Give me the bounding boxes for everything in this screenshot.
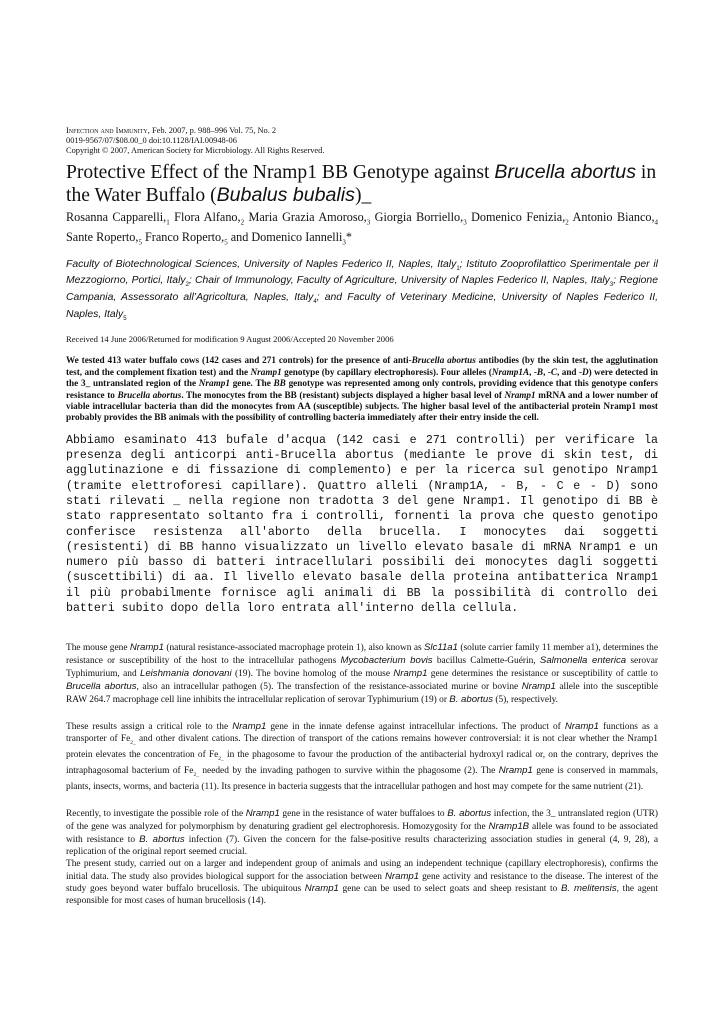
received-dates: Received 14 June 2006/Returned for modification 9 August 2006/Accepted 20 November 2006 (66, 334, 394, 345)
abstract: We tested 413 water buffalo cows (142 cases and 271 controls) for the presence of anti-Brucella abortus antibodies (by the skin test, the agglutination test, and the complement fixation test) and the Nramp1 genotype (by capillary electrophoresis). Four alleles (Nramp1A, -B, -C, and -D) were detected in the 3_ untranslated region of the Nramp1 gene. The BB genotype was represented among only controls, providing evidence that this genotype confers resistance to Brucella abortus. The monocytes from the BB (resistant) subjects displayed a higher basal level of Nramp1 mRNA and a lower number of viable intracellular bacteria than did the monocytes from AA (susceptible) subjects. The higher basal level of the antibacterial protein Nramp1 most probably provides the BB animals with the possibility of controlling bacteria immediately after their entry inside the cell. (66, 355, 659, 423)
article-body (66, 642, 658, 908)
citation-line: Infection and Immunity, Feb. 2007, p. 988–996 Vol. 75, No. 2 (66, 126, 277, 135)
doi-line: 0019-9567/07/$08.00_0 doi:10.1128/IAI.00948-06 (66, 136, 237, 146)
journal-name: Infection and Immunity (66, 126, 148, 135)
copyright-line: Copyright © 2007, American Society for Microbiology. All Rights Reserved. (66, 146, 325, 156)
article-title: Protective Effect of the Nramp1 BB Genotype against Brucella abortus in the Water Buffalo (Bubalus bubalis)_ (66, 160, 657, 206)
body-paragraph: The mouse gene Nramp1 (natural resistance-associated macrophage protein 1), also known as Slc11a1 (solute carrier family 11 member a1), determines the resistance or susceptibility of the host to the intracellular pathogens Mycobacterium bovis bacillus Calmette-Guérin, Salmonella enterica serovar Typhimurium, and Leishmania donovani (19). The bovine homolog of the mouse Nramp1 gene determines the resistance or susceptibility of cattle to Brucella abortus, also an intracellular pathogen (5). The transfection of the resistance-associated murine or bovine Nramp1 allele into the susceptible RAW 264.7 macrophage cell line inhibits the intracellular replication of serovar Typhimurium (19) or B. abortus (5), respectively. (66, 642, 658, 705)
article-page (66, 126, 658, 908)
affiliations: Faculty of Biotechnological Sciences, University of Naples Federico II, Naples, Italy$_1$; Istituto Zooprofilattico Sperimentale per il Mezzogiorno, Portici, Italy$_2$; Chair of Immunology, Faculty of Agriculture, University of Naples Federico II, Naples, Italy$_3$; Regione Campania, Assessorato all’Agricoltura, Naples, Italy$_4$; and Faculty of Veterinary Medicine, University of Naples Federico II, Naples, Italy$_5$ (66, 258, 658, 322)
body-paragraph: The present study, carried out on a larger and independent group of animals and using an independent technique (capillary electrophoresis), confirms the initial data. The study also provides biological support for the association between Nramp1 gene activity and resistance to the disease. The interest of the study goes beyond water buffalo brucellosis. The ubiquitous Nramp1 gene can be used to select goats and sheep resistant to B. melitensis, the agent responsible for most cases of human brucellosis (14). (66, 858, 658, 907)
author-list: Rosanna $Capparelli,_1$ Flora $Alfano,_2$ Maria Grazia $Amoroso,_3$ Giorgia $Borriello,_3$ Domenico $Fenizia,_2$ Antonio $Bianco,_4$ Sante $Roperto,_5$ Franco $Roperto,_5$ and Domenico Iannelli$_3$* (66, 209, 659, 247)
journal-header (66, 126, 658, 157)
body-paragraph: These results assign a critical role to the Nramp1 gene in the innate defense against intracellular infections. The product of Nramp1 functions as a transporter of $Fe_{2\_}$ and other divalent cations. The direction of transport of the cations remains however controversial: it is not clear whether the Nramp1 protein elevates the concentration of $Fe_{2\_}$ in the phagosome to favour the production of the antibacterial hydroxyl radical or, on the contrary, deprives the intraphagosomal bacterium of $Fe_{2\_}$ needed by the invading pathogen to survive within the phagosome (2). The Nramp1 gene is conserved in mammals, plants, insects, worms, and bacteria (11). Its presence in bacteria suggests that the intracellular pathogen and host may compete for the same nutrient (21). (66, 720, 658, 793)
italian-translation: Abbiamo esaminato 413 bufale d'acqua (142 casi e 271 controlli) per verificare la presenza degli anticorpi anti-Brucella abortus (mediante le prove di skin test, di agglutinazione e di fissazione di complemento) e per la ricerca sul genotipo Nramp1 (tramite elettroforesi capillare). Quattro alleli (Nramp1A, - B, - C e - D) sono stati rilevati _ nella regione non tradotta 3 del gene Nramp1. Il genotipo di BB è stato rappresentato soltanto fra i controlli, fornenti la prova che questo genotipo conferisce resistenza all'aborto della brucella. I monocytes dai soggetti (resistenti) di BB hanno visualizzato un livello elevato basale di mRNA Nramp1 e un numero più basso di batteri intracellulari possibili dei monocytes dagli soggetti (suscettibili) di aa. Il livello elevato basale della proteina antibatterica Nramp1 il più probabilmente fornisce agli animali di BB la possibilità di controllo dei batteri subito dopo della loro entrata all'interno della cellula. (66, 433, 658, 616)
body-paragraph: Recently, to investigate the possible role of the Nramp1 gene in the resistance of water buffaloes to B. abortus infection, the 3_ untranslated region (UTR) of the gene was analyzed for polymorphism by denaturing gradient gel electrophoresis. Homozygosity for the Nramp1B allele was found to be associated with resistance to B. abortus infection (7). Given the concern for the false-positive results characterizing association studies in general (4, 9, 28), a replication of the original report seemed crucial. (66, 808, 659, 857)
